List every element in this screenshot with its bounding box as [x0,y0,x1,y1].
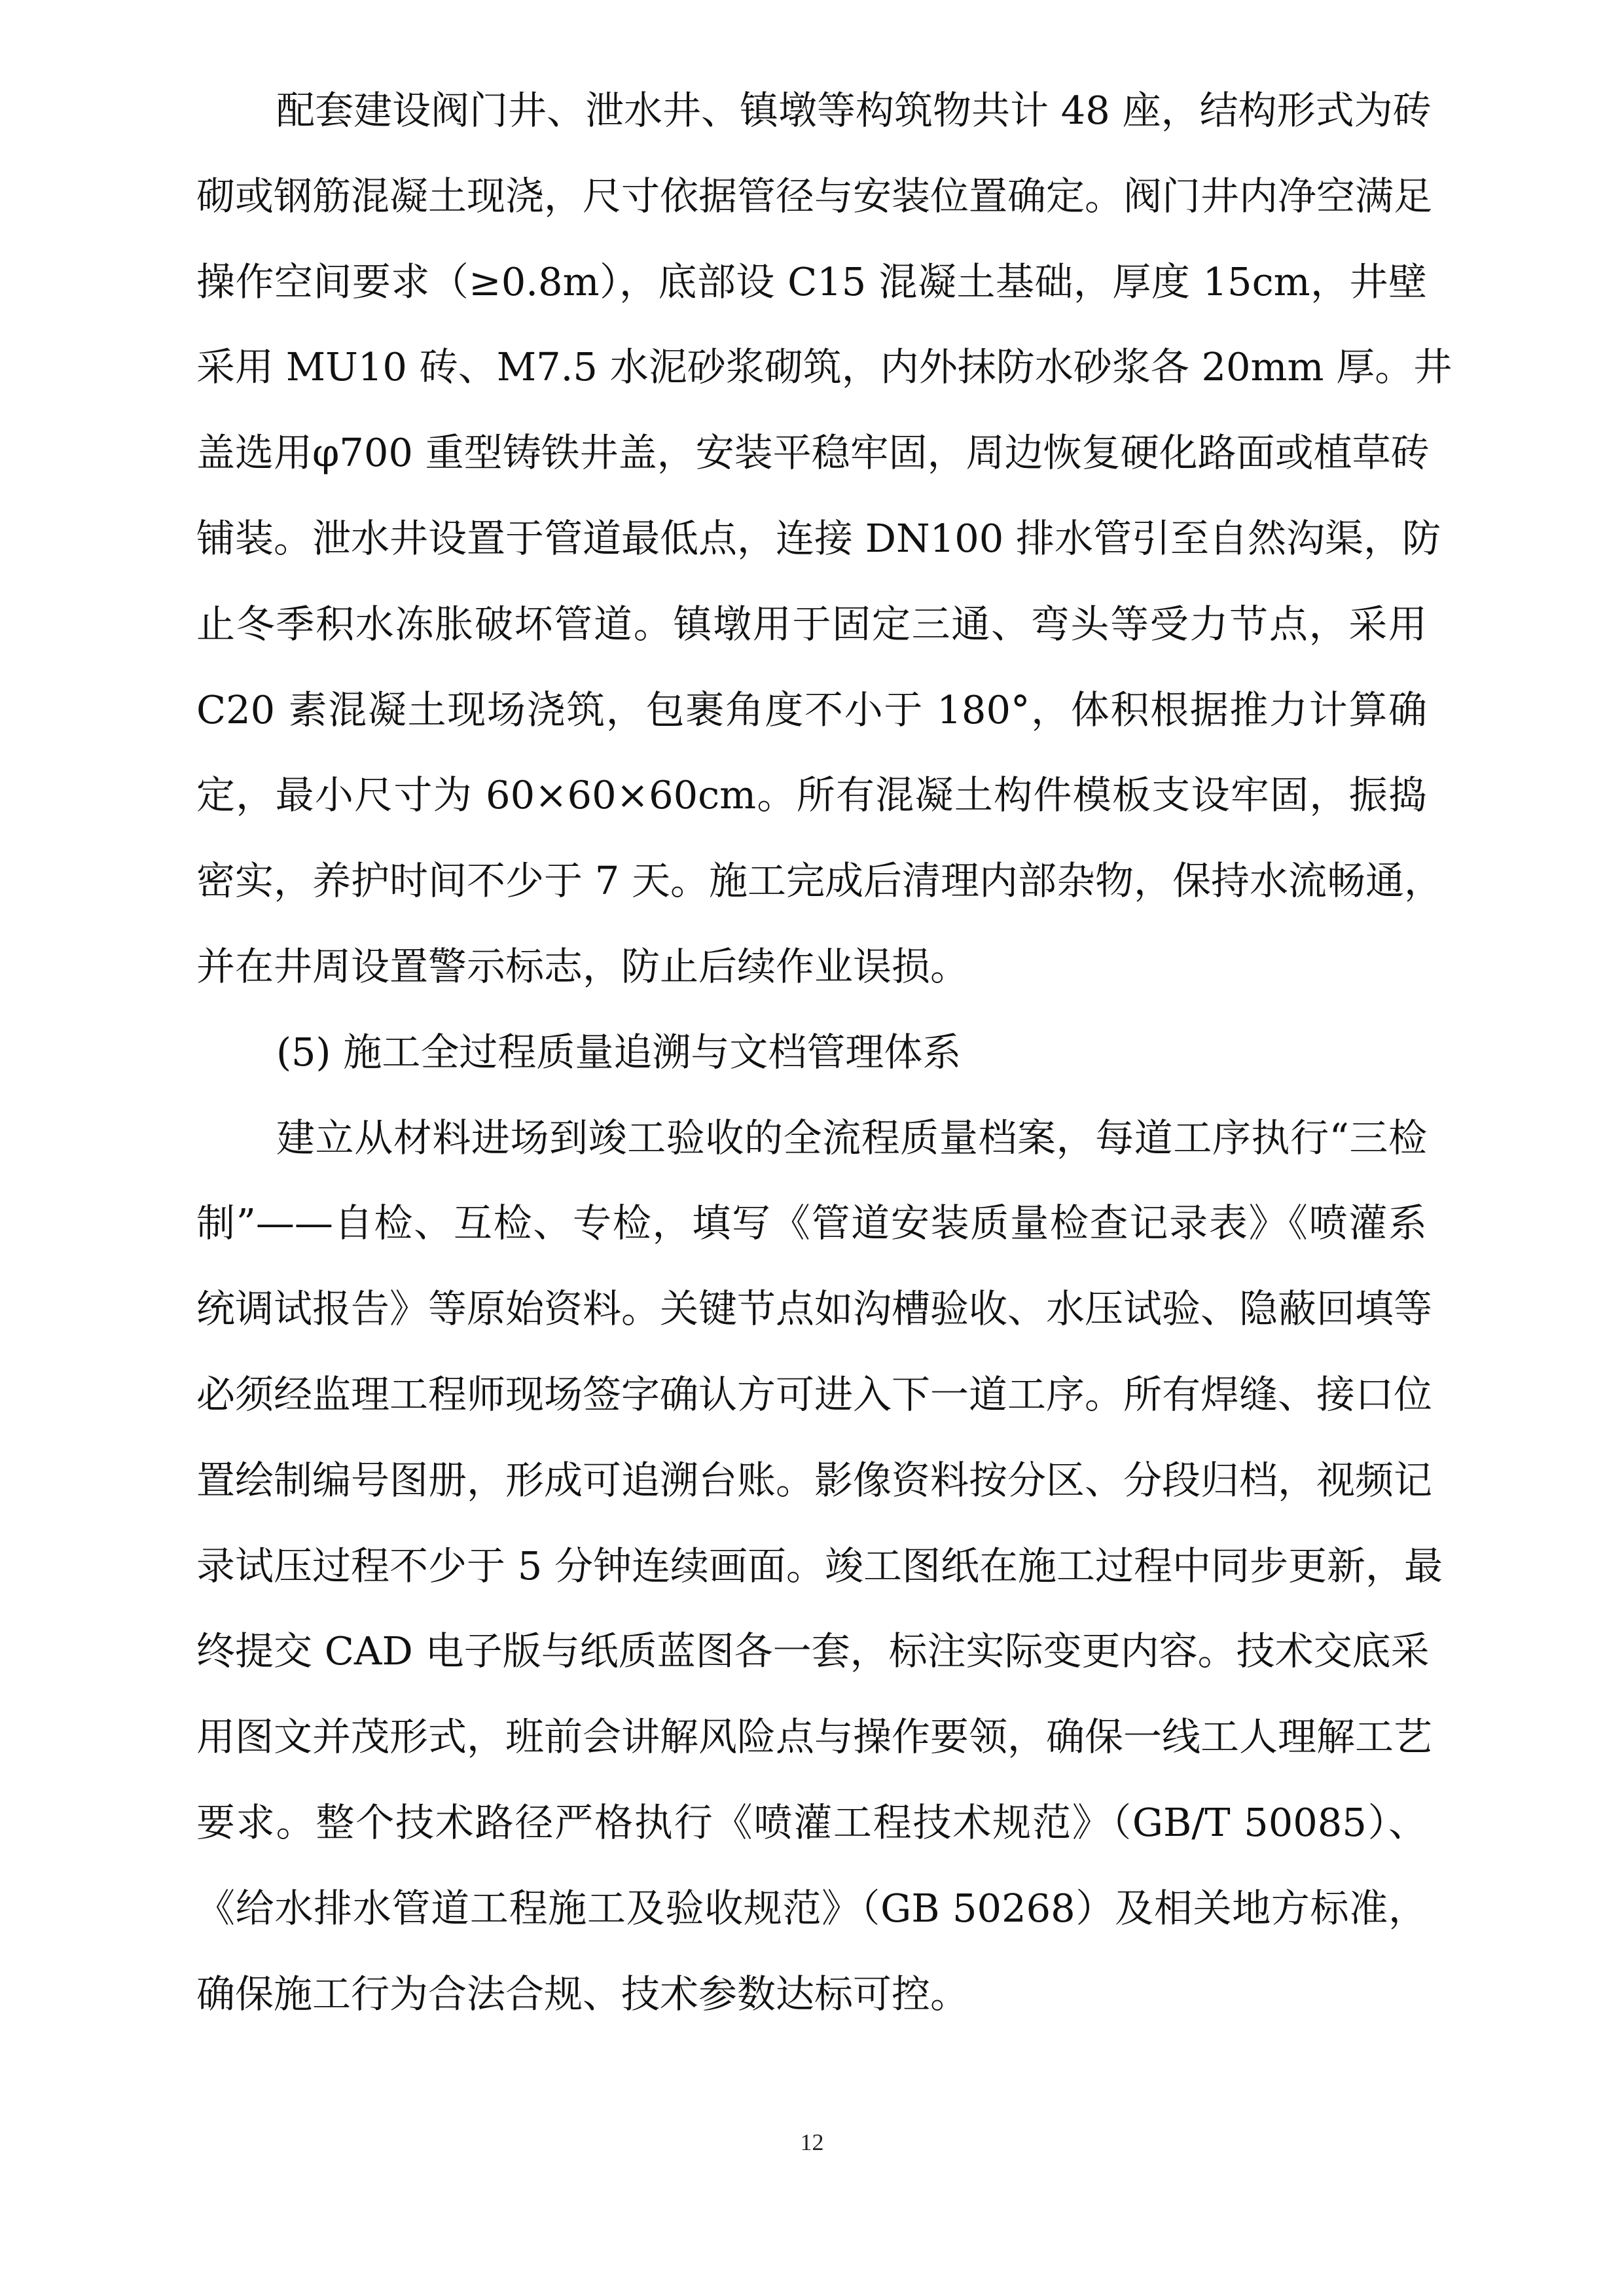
paragraph-line: 要求。整个技术路径严格执行《喷灌工程技术规范》（GB/T 50085）、 [196,1799,1427,1845]
paragraph-line: 密实，养护时间不少于 7 天。施工完成后清理内部杂物，保持水流畅通， [196,858,1443,904]
paragraph-line: 录试压过程不少于 5 分钟连续画面。竣工图纸在施工过程中同步更新，最 [196,1543,1443,1588]
paragraph-line: 确保施工行为合法合规、技术参数达标可控。 [196,1971,969,2017]
paragraph-line: 《给水排水管道工程施工及验收规范》（GB 50268）及相关地方标准， [196,1885,1427,1931]
paragraph-line: 必须经监理工程师现场签字确认方可进入下一道工序。所有焊缝、接口位 [196,1371,1433,1417]
paragraph-line: 配套建设阀门井、泄水井、镇墩等构筑物共计 48 座，结构形式为砖 [276,88,1432,133]
paragraph-line: 用图文并茂形式，班前会讲解风险点与操作要领，确保一线工人理解工艺 [196,1714,1433,1760]
paragraph-line: 盖选用φ700 重型铸铁井盖，安装平稳牢固，周边恢复硬化路面或植草砖 [196,430,1430,476]
page-number: 12 [800,2129,824,2155]
paragraph-line: 铺装。泄水井设置于管道最低点，连接 DN100 排水管引至自然沟渠，防 [196,515,1441,561]
paragraph-line: 终提交 CAD 电子版与纸质蓝图各一套，标注实际变更内容。技术交底采 [196,1628,1430,1674]
paragraph-line: 并在井周设置警示标志，防止后续作业误损。 [196,943,969,989]
section-heading: (5) 施工全过程质量追溯与文档管理体系 [276,1029,962,1075]
paragraph-structures [196,68,1453,1010]
paragraph-quality-tracing [196,1096,1443,2037]
paragraph-line: 定，最小尺寸为 60×60×60cm。所有混凝土构件模板支设牢固，振捣 [196,772,1427,818]
paragraph-line: 操作空间要求（≥0.8m），底部设 C15 混凝土基础，厚度 15cm，井壁 [196,259,1427,304]
paragraph-line: C20 素混凝土现场浇筑，包裹角度不小于 180°，体积根据推力计算确 [196,687,1427,732]
paragraph-line: 制”——自检、互检、专检，填写《管道安装质量检查记录表》《喷灌系 [196,1200,1427,1246]
paragraph-line: 建立从材料进场到竣工验收的全流程质量档案，每道工序执行“三检 [276,1115,1427,1160]
document-page [196,68,1453,2037]
paragraph-line: 止冬季积水冻胀破坏管道。镇墩用于固定三通、弯头等受力节点，采用 [196,601,1427,647]
paragraph-line: 置绘制编号图册，形成可追溯台账。影像资料按分区、分段归档，视频记 [196,1457,1433,1503]
paragraph-line: 砌或钢筋混凝土现浇，尺寸依据管径与安装位置确定。阀门井内净空满足 [196,173,1433,219]
paragraph-line: 采用 MU10 砖、M7.5 水泥砂浆砌筑，内外抹防水砂浆各 20mm 厚。井 [196,344,1453,390]
paragraph-line: 统调试报告》等原始资料。关键节点如沟槽验收、水压试验、隐蔽回填等 [196,1286,1433,1332]
